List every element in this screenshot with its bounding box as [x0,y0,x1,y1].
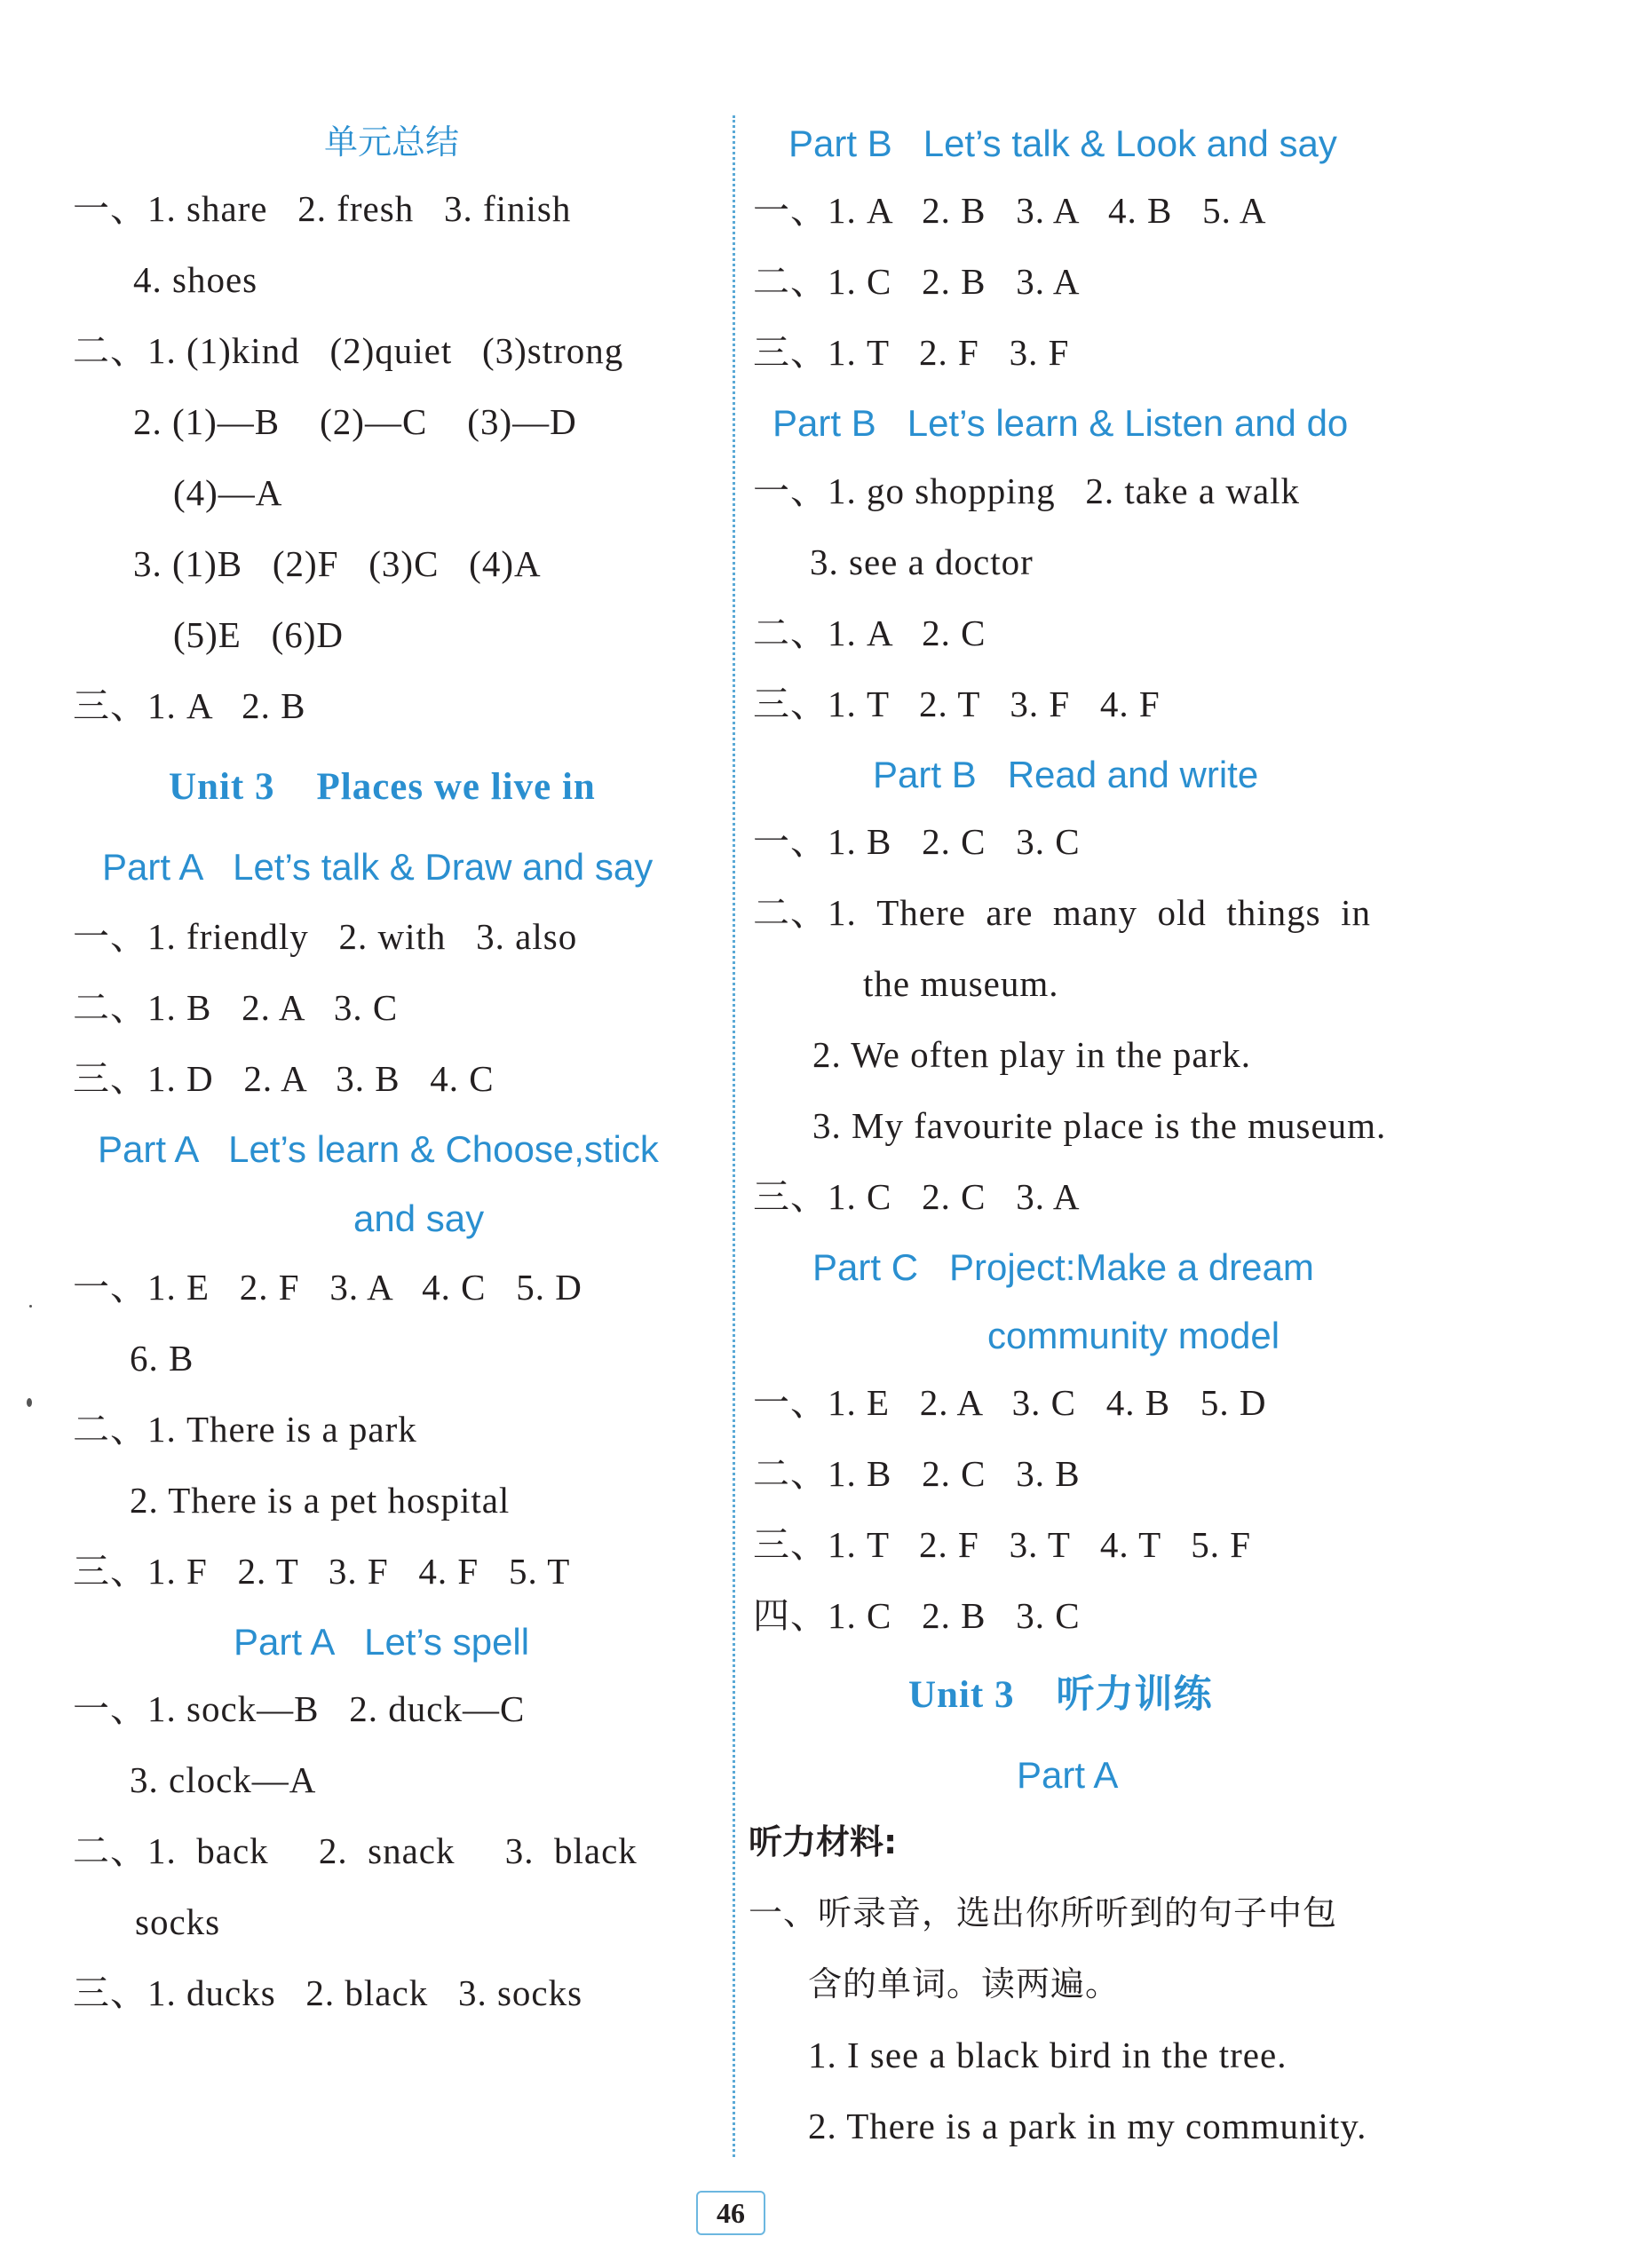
answer-line: 2. (1)—B (2)—C (3)—D [133,401,577,442]
answer-line: 3. see a doctor [810,541,1034,582]
answer-line: 3. (1)B (2)F (3)C (4)A [133,543,542,584]
answer-line: 二、1. C 2. B 3. A [753,261,1081,302]
answer-line: 4. shoes [133,259,258,300]
section-title-continued: and say [353,1197,485,1239]
answer-line: 三、1. A 2. B [73,685,306,726]
answer-line: 三、1. ducks 2. black 3. socks [73,1972,583,2013]
answer-line: 二、1. back 2. snack 3. black [73,1830,638,1871]
answer-line: 二、1. A 2. C [753,612,986,653]
section-title: Part B Read and write [873,754,1259,795]
section-title: Part B Let’s talk & Look and say [788,122,1337,164]
answer-line: 二、1. (1)kind (2)quiet (3)strong [73,330,624,371]
scan-speck [29,1305,32,1308]
answer-line: 一、1. B 2. C 3. C [753,821,1081,862]
answer-line: 3. clock—A [130,1759,317,1800]
answer-line: 一、1. share 2. fresh 3. finish [73,188,572,229]
answer-line: 三、1. T 2. F 3. T 4. T 5. F [753,1524,1252,1565]
answer-line: 二、1. There is a park [73,1409,417,1450]
answer-line: 一、1. sock—B 2. duck—C [73,1688,526,1729]
answer-line: 3. My favourite place is the museum. [812,1105,1387,1146]
listening-instruction: 含的单词。读两遍。 [808,1964,1121,2003]
answer-line: (4)—A [173,472,283,513]
section-title: Part C Project:Make a dream [812,1246,1314,1288]
column-divider [733,115,735,2157]
answer-line: 三、1. C 2. C 3. A [753,1176,1081,1217]
answer-line: 二、1. There are many old things in [753,892,1372,933]
answer-line: 四、1. C 2. B 3. C [753,1595,1081,1636]
summary-title: 单元总结 [324,122,460,162]
scan-speck [27,1398,32,1407]
answer-line: 6. B [130,1338,194,1379]
listening-part-title: Part A [1017,1754,1119,1796]
answer-line: 二、1. B 2. A 3. C [73,987,399,1028]
section-title: Part A Let’s talk & Draw and say [102,846,654,888]
answer-line: 三、1. D 2. A 3. B 4. C [73,1058,495,1099]
answer-line: 三、1. T 2. F 3. F [753,332,1070,373]
answer-line: the museum. [863,963,1059,1004]
section-title: Part A Let’s spell [234,1621,530,1663]
answer-line: 2. We often play in the park. [812,1034,1252,1075]
answer-line: 二、1. B 2. C 3. B [753,1453,1081,1494]
answer-line: socks [135,1901,221,1942]
listening-sentence: 2. There is a park in my community. [808,2106,1367,2146]
answer-line: 2. There is a pet hospital [130,1480,511,1521]
listening-instruction: 一、听录音，选出你所听到的句子中包 [749,1893,1338,1932]
listening-sentence: 1. I see a black bird in the tree. [808,2035,1288,2075]
section-title: Part A Let’s learn & Choose,stick [98,1128,659,1170]
material-label: 听力材料: [749,1822,898,1861]
listening-title: Unit 3 听力训练 [908,1674,1213,1716]
answer-line: (5)E (6)D [173,614,345,655]
answer-line: 一、1. friendly 2. with 3. also [73,916,578,957]
answer-line: 三、1. T 2. T 3. F 4. F [753,684,1161,724]
page-number: 46 [696,2191,765,2235]
answer-line: 一、1. E 2. A 3. C 4. B 5. D [753,1382,1267,1423]
section-title: Part B Let’s learn & Listen and do [772,402,1349,444]
section-title-continued: community model [987,1315,1280,1356]
answer-line: 一、1. go shopping 2. take a walk [753,470,1301,511]
answer-line: 三、1. F 2. T 3. F 4. F 5. T [73,1551,571,1592]
answer-line: 一、1. A 2. B 3. A 4. B 5. A [753,190,1267,231]
answer-line: 一、1. E 2. F 3. A 4. C 5. D [73,1267,582,1308]
unit-title: Unit 3 Places we live in [169,766,596,808]
